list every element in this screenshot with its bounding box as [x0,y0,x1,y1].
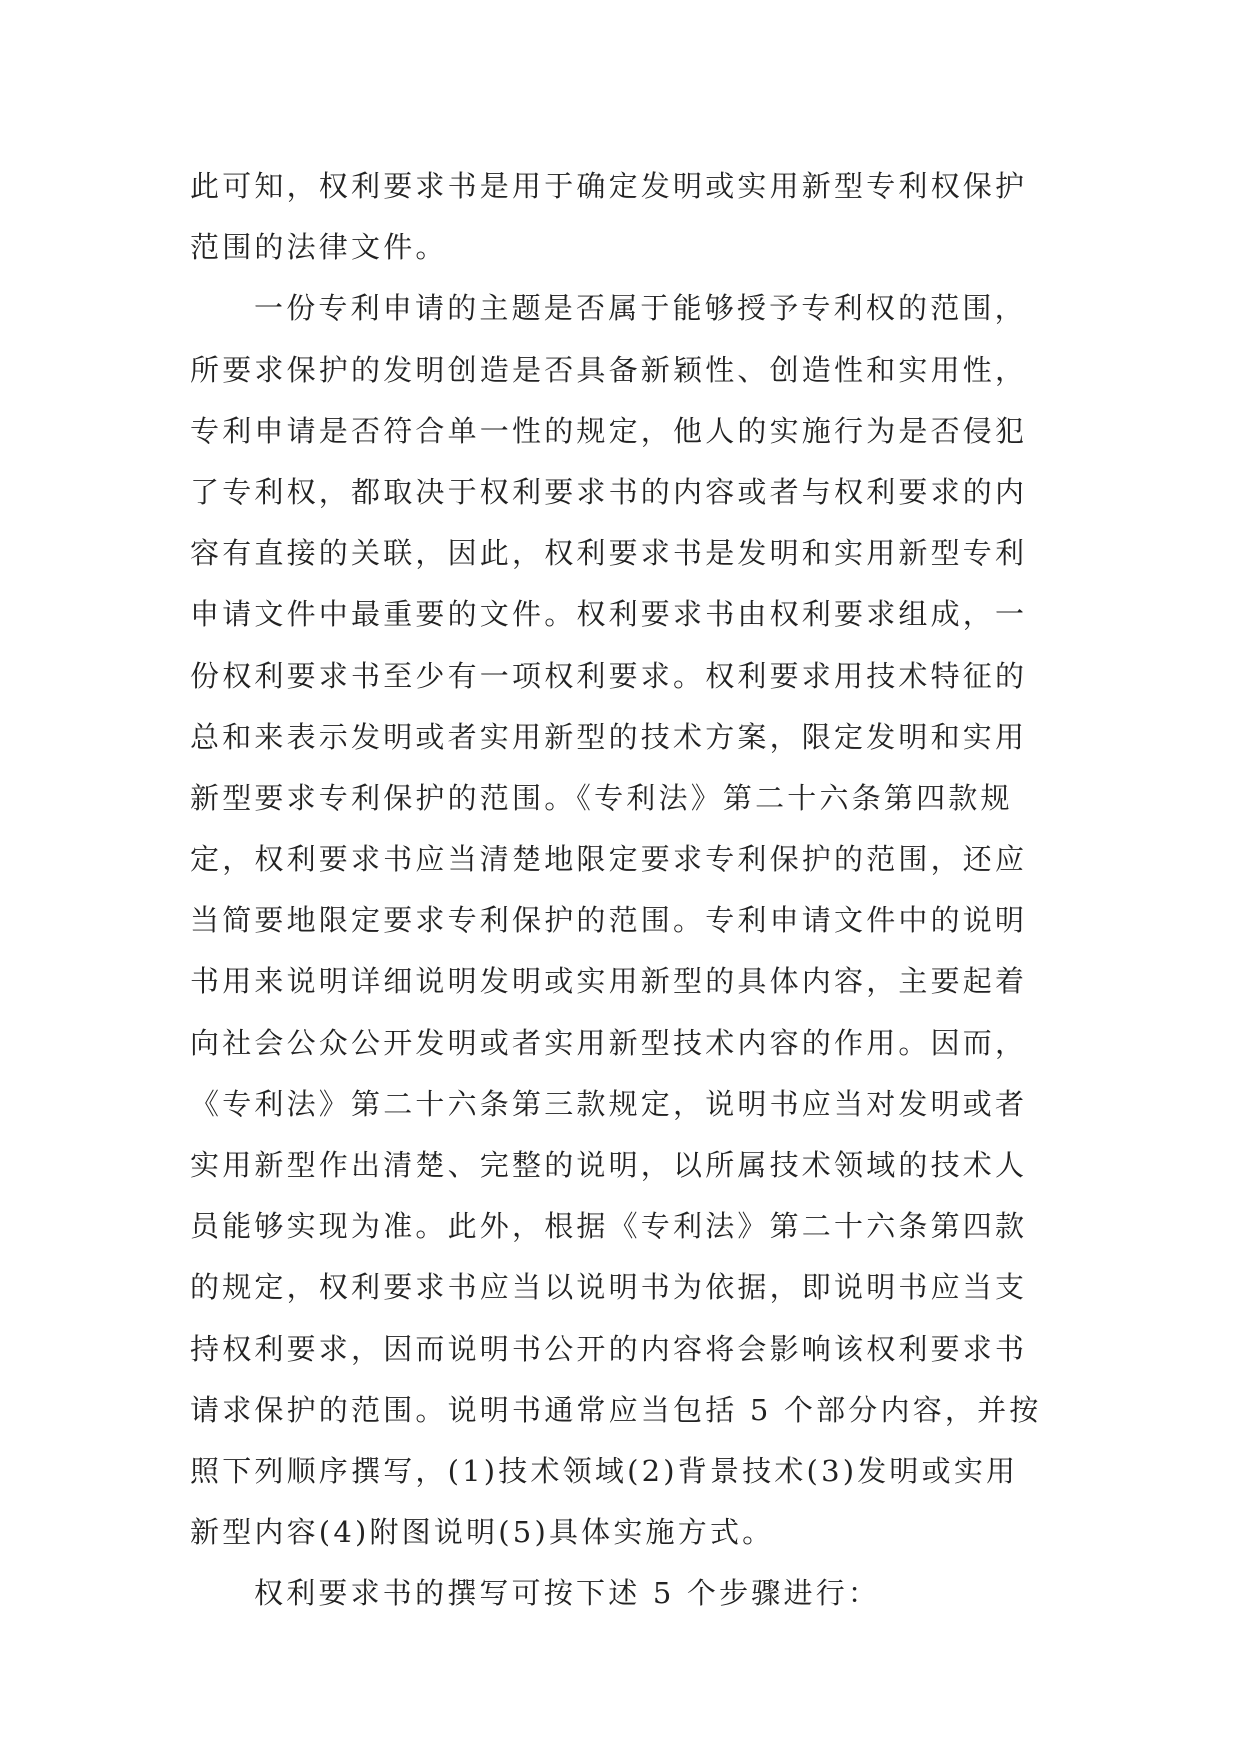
text-line: 当简要地限定要求专利保护的范围。专利申请文件中的说明 [190,903,1028,938]
text-line: 所要求保护的发明创造是否具备新颖性、创造性和实用性， [190,352,1028,387]
text-line: 申请文件中最重要的文件。权利要求书由权利要求组成，一 [190,597,1028,632]
text-line: 专利申请是否符合单一性的规定，他人的实施行为是否侵犯 [190,413,1028,448]
body-text [190,156,1060,1625]
text-line: 定，权利要求书应当清楚地限定要求专利保护的范围，还应 [190,842,1028,877]
text-line: 书用来说明详细说明发明或实用新型的具体内容，主要起着 [190,964,1028,999]
paragraph-first-line: 一份专利申请的主题是否属于能够授予专利权的范围， [254,291,1027,326]
paragraph-first-line: 权利要求书的撰写可按下述 5 个步骤进行： [254,1576,881,1611]
text-line: 此可知，权利要求书是用于确定发明或实用新型专利权保护 [190,169,1028,203]
text-line: 新型要求专利保护的范围。《专利法》第二十六条第四款规 [190,780,1013,815]
text-line: 份权利要求书至少有一项权利要求。权利要求用技术特征的 [190,658,1028,693]
text-line: 容有直接的关联，因此，权利要求书是发明和实用新型专利 [190,536,1028,571]
text-line: 新型内容(4)附图说明(5)具体实施方式。 [190,1515,775,1550]
text-line: 总和来表示发明或者实用新型的技术方案，限定发明和实用 [190,719,1028,754]
text-line: 请求保护的范围。说明书通常应当包括 5 个部分内容，并按 [190,1392,1042,1427]
text-line: 实用新型作出清楚、完整的说明，以所属技术领域的技术人 [190,1148,1028,1182]
text-line: 了专利权，都取决于权利要求书的内容或者与权利要求的内 [190,474,1028,509]
text-line: 范围的法律文件。 [190,230,448,265]
text-line: 的规定，权利要求书应当以说明书为依据，即说明书应当支 [190,1270,1028,1305]
text-line: 《专利法》第二十六条第三款规定，说明书应当对发明或者 [190,1086,1028,1121]
text-line: 照下列顺序撰写，(1)技术领域(2)背景技术(3)发明或实用 [190,1453,1019,1488]
text-line: 员能够实现为准。此外，根据《专利法》第二十六条第四款 [190,1209,1028,1244]
text-line: 持权利要求，因而说明书公开的内容将会影响该权利要求书 [190,1331,1028,1366]
text-line: 向社会公众公开发明或者实用新型技术内容的作用。因而， [190,1025,1028,1060]
